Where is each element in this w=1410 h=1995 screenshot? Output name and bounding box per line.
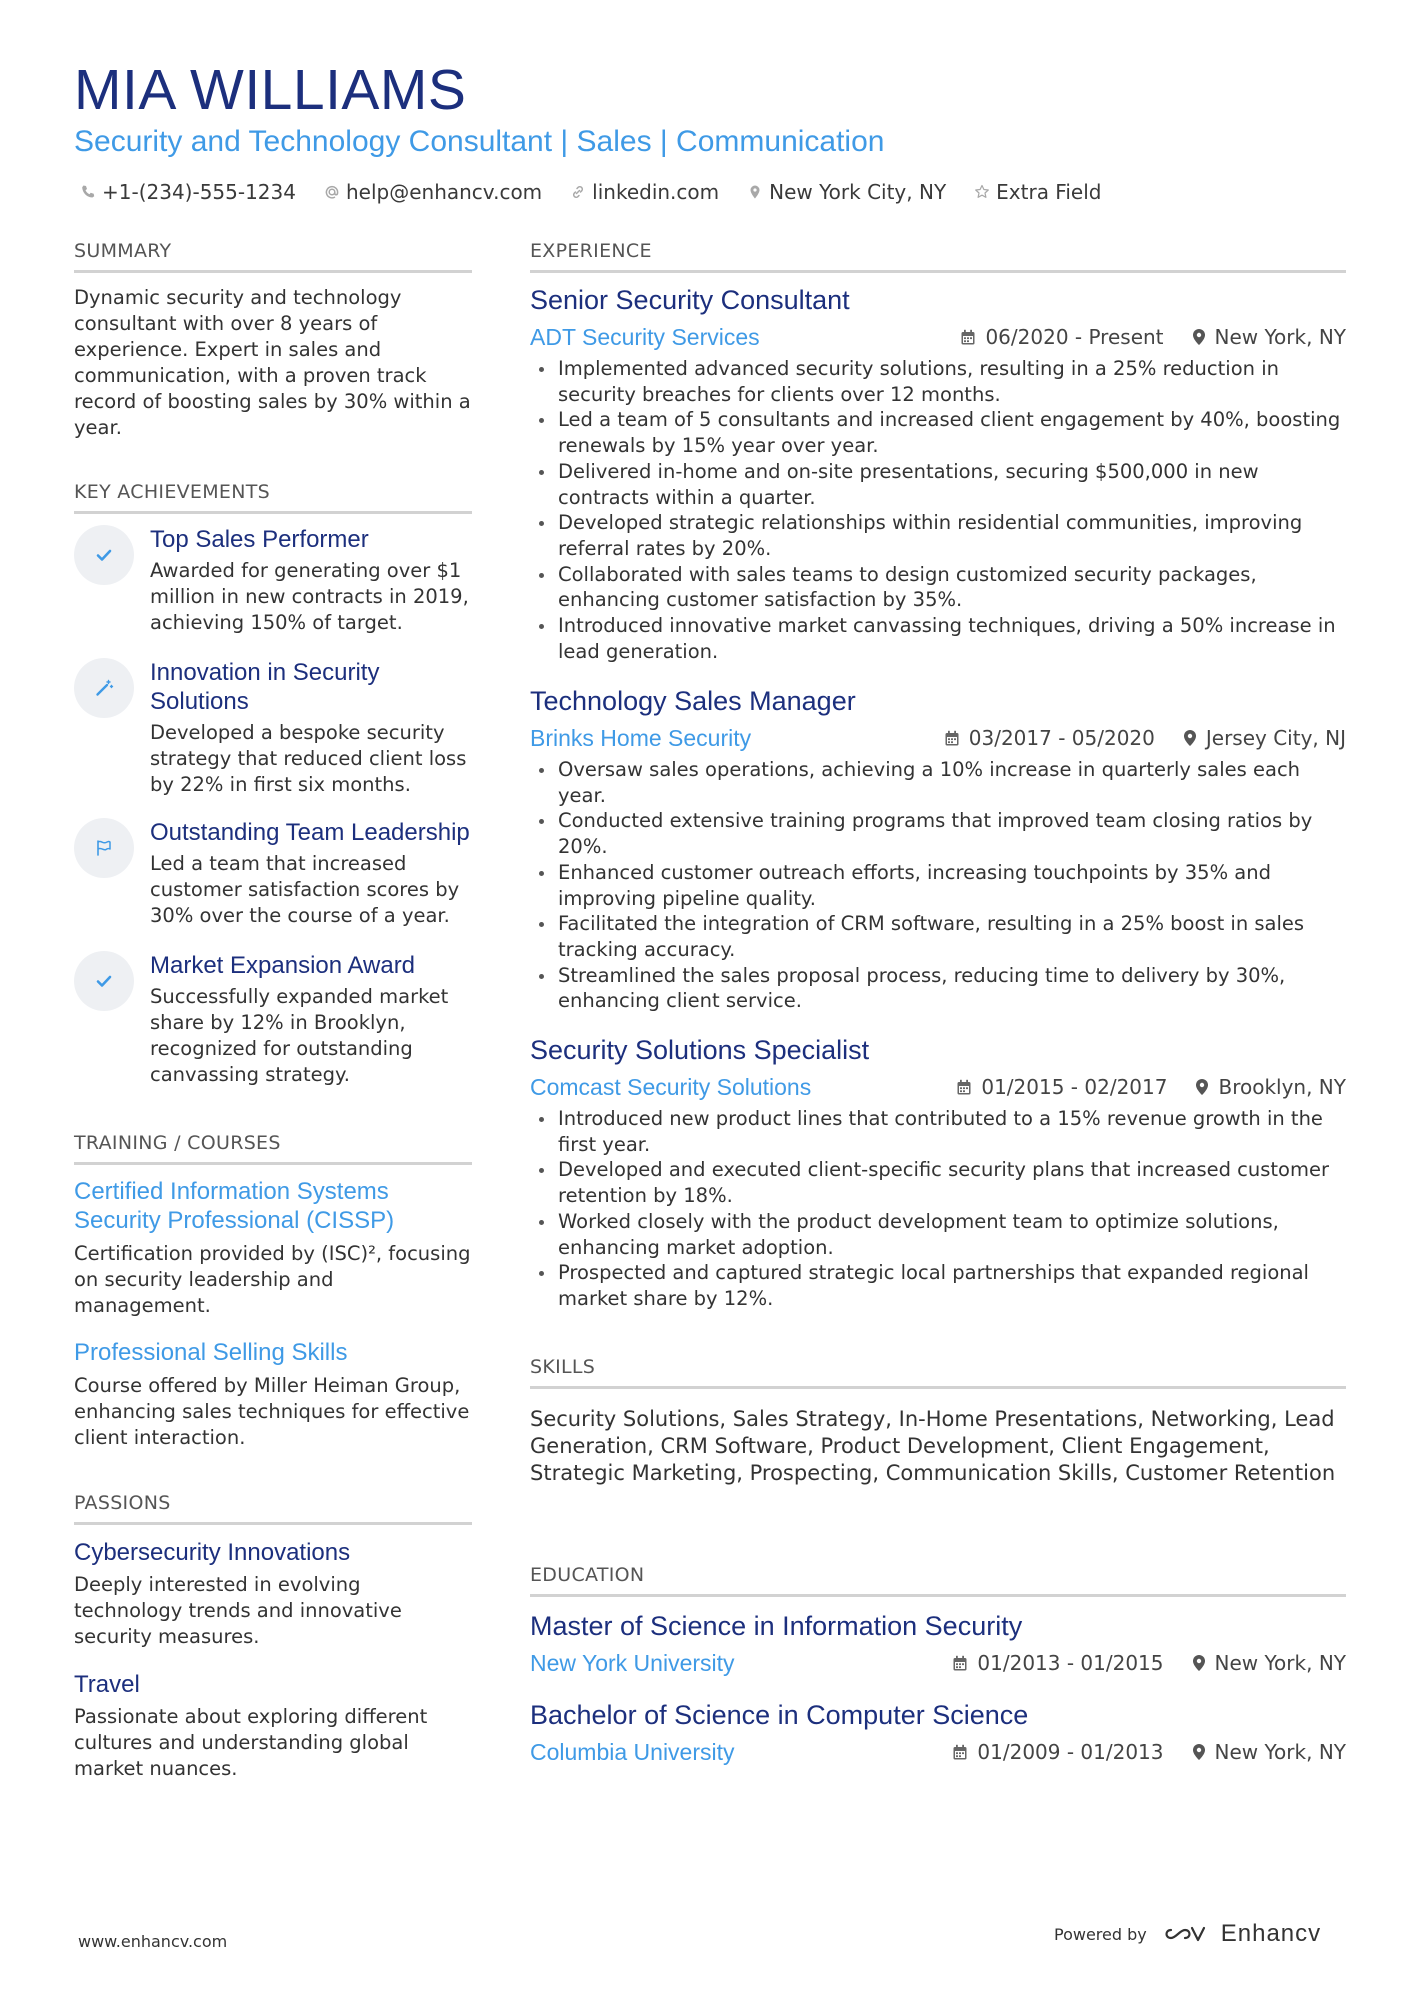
course-item xyxy=(74,1177,472,1319)
job-bullets xyxy=(530,757,1346,1014)
education-entry xyxy=(530,1699,1346,1767)
footer-website-link[interactable]: www.enhancv.com xyxy=(78,1932,228,1951)
skills-heading: SKILLS xyxy=(530,1356,1346,1389)
achievement-description: Led a team that increased customer satisfaction scores by 30% over the course of a year. xyxy=(150,852,460,927)
job-location xyxy=(1192,322,1346,352)
candidate-name: MIA WILLIAMS xyxy=(74,58,467,122)
achievement-title: Innovation in Security Solutions xyxy=(150,659,380,715)
job-location xyxy=(1195,1072,1346,1102)
enhancv-logo-icon xyxy=(1165,1922,1211,1946)
skills-text: Security Solutions, Sales Strategy, In-Home Presentations, Networking, Lead Generation, CRM Software, Product Development, Client Engagement, Strategic Marketing, Prospecting, Communication Skills, Customer Retention xyxy=(530,1407,1336,1485)
list-item: Facilitated the integration of CRM software, resulting in a 25% boost in sales tracking accuracy. xyxy=(530,911,1346,962)
contact-bar xyxy=(80,180,1101,204)
job-dates xyxy=(956,1072,1167,1102)
location-icon xyxy=(1192,1654,1206,1672)
passion-item xyxy=(74,1538,472,1650)
at-icon xyxy=(324,184,340,200)
achievement-title: Outstanding Team Leadership xyxy=(150,819,470,846)
list-item: Introduced new product lines that contributed to a 15% revenue growth in the first year. xyxy=(530,1106,1346,1157)
phone-icon xyxy=(80,184,96,200)
passion-description: Passionate about exploring different cultures and understanding global market nuances. xyxy=(74,1705,428,1780)
contact-location-text: New York City, NY xyxy=(769,180,947,204)
course-title: Professional Selling Skills xyxy=(74,1339,348,1366)
experience-entry xyxy=(530,284,1346,664)
job-title: Technology Sales Manager xyxy=(530,686,856,716)
list-item: Developed strategic relationships within residential communities, improving referral rates by 20%. xyxy=(530,510,1346,561)
education-location-text: New York, NY xyxy=(1214,1651,1346,1675)
calendar-icon xyxy=(952,1655,968,1672)
location-icon xyxy=(747,184,763,200)
course-description: Course offered by Miller Heiman Group, enhancing sales techniques for effective client interaction. xyxy=(74,1374,470,1449)
achievement-description: Successfully expanded market share by 12% in Brooklyn, recognized for outstanding canvassing strategy. xyxy=(150,985,449,1086)
list-item: Delivered in-home and on-site presentations, securing $500,000 in new contracts within a quarter. xyxy=(530,459,1346,510)
list-item: Collaborated with sales teams to design customized security packages, enhancing customer satisfaction by 35%. xyxy=(530,562,1346,613)
list-item: Oversaw sales operations, achieving a 10% increase in quarterly sales each year. xyxy=(530,757,1346,808)
calendar-icon xyxy=(944,730,960,747)
degree-title: Master of Science in Information Security xyxy=(530,1611,1023,1641)
company-name: Comcast Security Solutions xyxy=(530,1074,812,1100)
degree-title: Bachelor of Science in Computer Science xyxy=(530,1700,1029,1730)
contact-email[interactable] xyxy=(324,180,542,204)
job-location xyxy=(1183,723,1346,753)
school-name: Columbia University xyxy=(530,1739,735,1765)
list-item: Prospected and captured strategic local partnerships that expanded regional market share by 12%. xyxy=(530,1260,1346,1311)
achievement-title: Top Sales Performer xyxy=(150,526,369,553)
job-dates xyxy=(960,322,1163,352)
calendar-icon xyxy=(960,329,976,346)
education-dates-text: 01/2013 - 01/2015 xyxy=(977,1651,1164,1675)
contact-linkedin[interactable] xyxy=(570,180,719,204)
achievement-description: Awarded for generating over $1 million in new contracts in 2019, achieving 150% of target. xyxy=(150,559,469,634)
course-item xyxy=(74,1338,472,1451)
school-name: New York University xyxy=(530,1650,735,1676)
education-location xyxy=(1192,1737,1346,1767)
education-dates xyxy=(952,1648,1163,1678)
education-entry xyxy=(530,1610,1346,1678)
education-dates-text: 01/2009 - 01/2013 xyxy=(977,1740,1164,1764)
training-heading: TRAINING / COURSES xyxy=(74,1132,472,1165)
list-item: Conducted extensive training programs that improved team closing ratios by 20%. xyxy=(530,808,1346,859)
contact-phone-text: +1-(234)-555-1234 xyxy=(102,180,296,204)
list-item: Led a team of 5 consultants and increased client engagement by 40%, boosting renewals by 15% year over year. xyxy=(530,407,1346,458)
location-icon xyxy=(1183,729,1197,747)
enhancv-logo xyxy=(1165,1920,1321,1948)
list-item: Implemented advanced security solutions, resulting in a 25% reduction in security breaches for clients over 12 months. xyxy=(530,356,1346,407)
job-dates xyxy=(944,723,1155,753)
company-name: Brinks Home Security xyxy=(530,725,752,751)
contact-location xyxy=(747,180,946,204)
job-title: Senior Security Consultant xyxy=(530,285,850,315)
list-item: Developed and executed client-specific security plans that increased customer retention by 18%. xyxy=(530,1157,1346,1208)
location-icon xyxy=(1192,328,1206,346)
achievement-title: Market Expansion Award xyxy=(150,952,416,979)
list-item: Worked closely with the product development team to optimize solutions, enhancing market adoption. xyxy=(530,1209,1346,1260)
location-icon xyxy=(1195,1078,1209,1096)
location-icon xyxy=(1192,1743,1206,1761)
education-heading: EDUCATION xyxy=(530,1564,1346,1597)
job-location-text: Brooklyn, NY xyxy=(1218,1075,1346,1099)
education-location xyxy=(1192,1648,1346,1678)
calendar-icon xyxy=(952,1744,968,1761)
footer-branding[interactable] xyxy=(1054,1920,1321,1948)
contact-linkedin-text: linkedin.com xyxy=(592,180,720,204)
calendar-icon xyxy=(956,1079,972,1096)
job-location-text: Jersey City, NJ xyxy=(1205,726,1346,750)
company-name: ADT Security Services xyxy=(530,324,760,350)
experience-entry xyxy=(530,1034,1346,1312)
contact-extra xyxy=(974,180,1101,204)
job-title: Security Solutions Specialist xyxy=(530,1035,870,1065)
flag-icon xyxy=(74,818,134,878)
job-dates-text: 03/2017 - 05/2020 xyxy=(968,726,1155,750)
education-dates xyxy=(952,1737,1163,1767)
contact-email-text: help@enhancv.com xyxy=(345,180,543,204)
job-bullets xyxy=(530,1106,1346,1312)
passion-description: Deeply interested in evolving technology trends and innovative security measures. xyxy=(74,1573,402,1648)
checkmark-icon xyxy=(74,525,134,585)
summary-text: Dynamic security and technology consultant with over 8 years of experience. Expert in sales and communication, with a proven track record of boosting sales by 30% within a year. xyxy=(74,286,471,439)
education-location-text: New York, NY xyxy=(1214,1740,1346,1764)
job-dates-text: 01/2015 - 02/2017 xyxy=(981,1075,1168,1099)
passions-heading: PASSIONS xyxy=(74,1492,472,1525)
course-title: Certified Information Systems Security Professional (CISSP) xyxy=(74,1178,395,1234)
job-bullets xyxy=(530,356,1346,664)
magic-wand-icon xyxy=(74,658,134,718)
passion-title: Cybersecurity Innovations xyxy=(74,1539,351,1566)
star-icon xyxy=(974,184,990,200)
achievement-description: Developed a bespoke security strategy that reduced client loss by 22% in first six months. xyxy=(150,721,467,796)
experience-entry xyxy=(530,685,1346,1014)
contact-phone[interactable] xyxy=(80,180,296,204)
link-icon xyxy=(570,184,586,200)
experience-heading: EXPERIENCE xyxy=(530,240,1346,273)
list-item: Streamlined the sales proposal process, reducing time to delivery by 30%, enhancing client service. xyxy=(530,963,1346,1014)
passion-item xyxy=(74,1670,472,1782)
summary-heading: SUMMARY xyxy=(74,240,472,273)
brand-name: Enhancv xyxy=(1220,1920,1322,1947)
job-dates-text: 06/2020 - Present xyxy=(985,325,1164,349)
list-item: Introduced innovative market canvassing techniques, driving a 50% increase in lead generation. xyxy=(530,613,1346,664)
list-item: Enhanced customer outreach efforts, increasing touchpoints by 35% and improving pipeline quality. xyxy=(530,860,1346,911)
passion-title: Travel xyxy=(74,1671,140,1698)
achievements-heading: KEY ACHIEVEMENTS xyxy=(74,481,472,514)
powered-by-label: Powered by xyxy=(1054,1924,1147,1944)
candidate-headline: Security and Technology Consultant | Sales | Communication xyxy=(74,125,885,158)
contact-extra-text: Extra Field xyxy=(996,180,1102,204)
course-description: Certification provided by (ISC)², focusing on security leadership and management. xyxy=(74,1242,471,1317)
job-location-text: New York, NY xyxy=(1214,325,1346,349)
checkmark-icon xyxy=(74,951,134,1011)
